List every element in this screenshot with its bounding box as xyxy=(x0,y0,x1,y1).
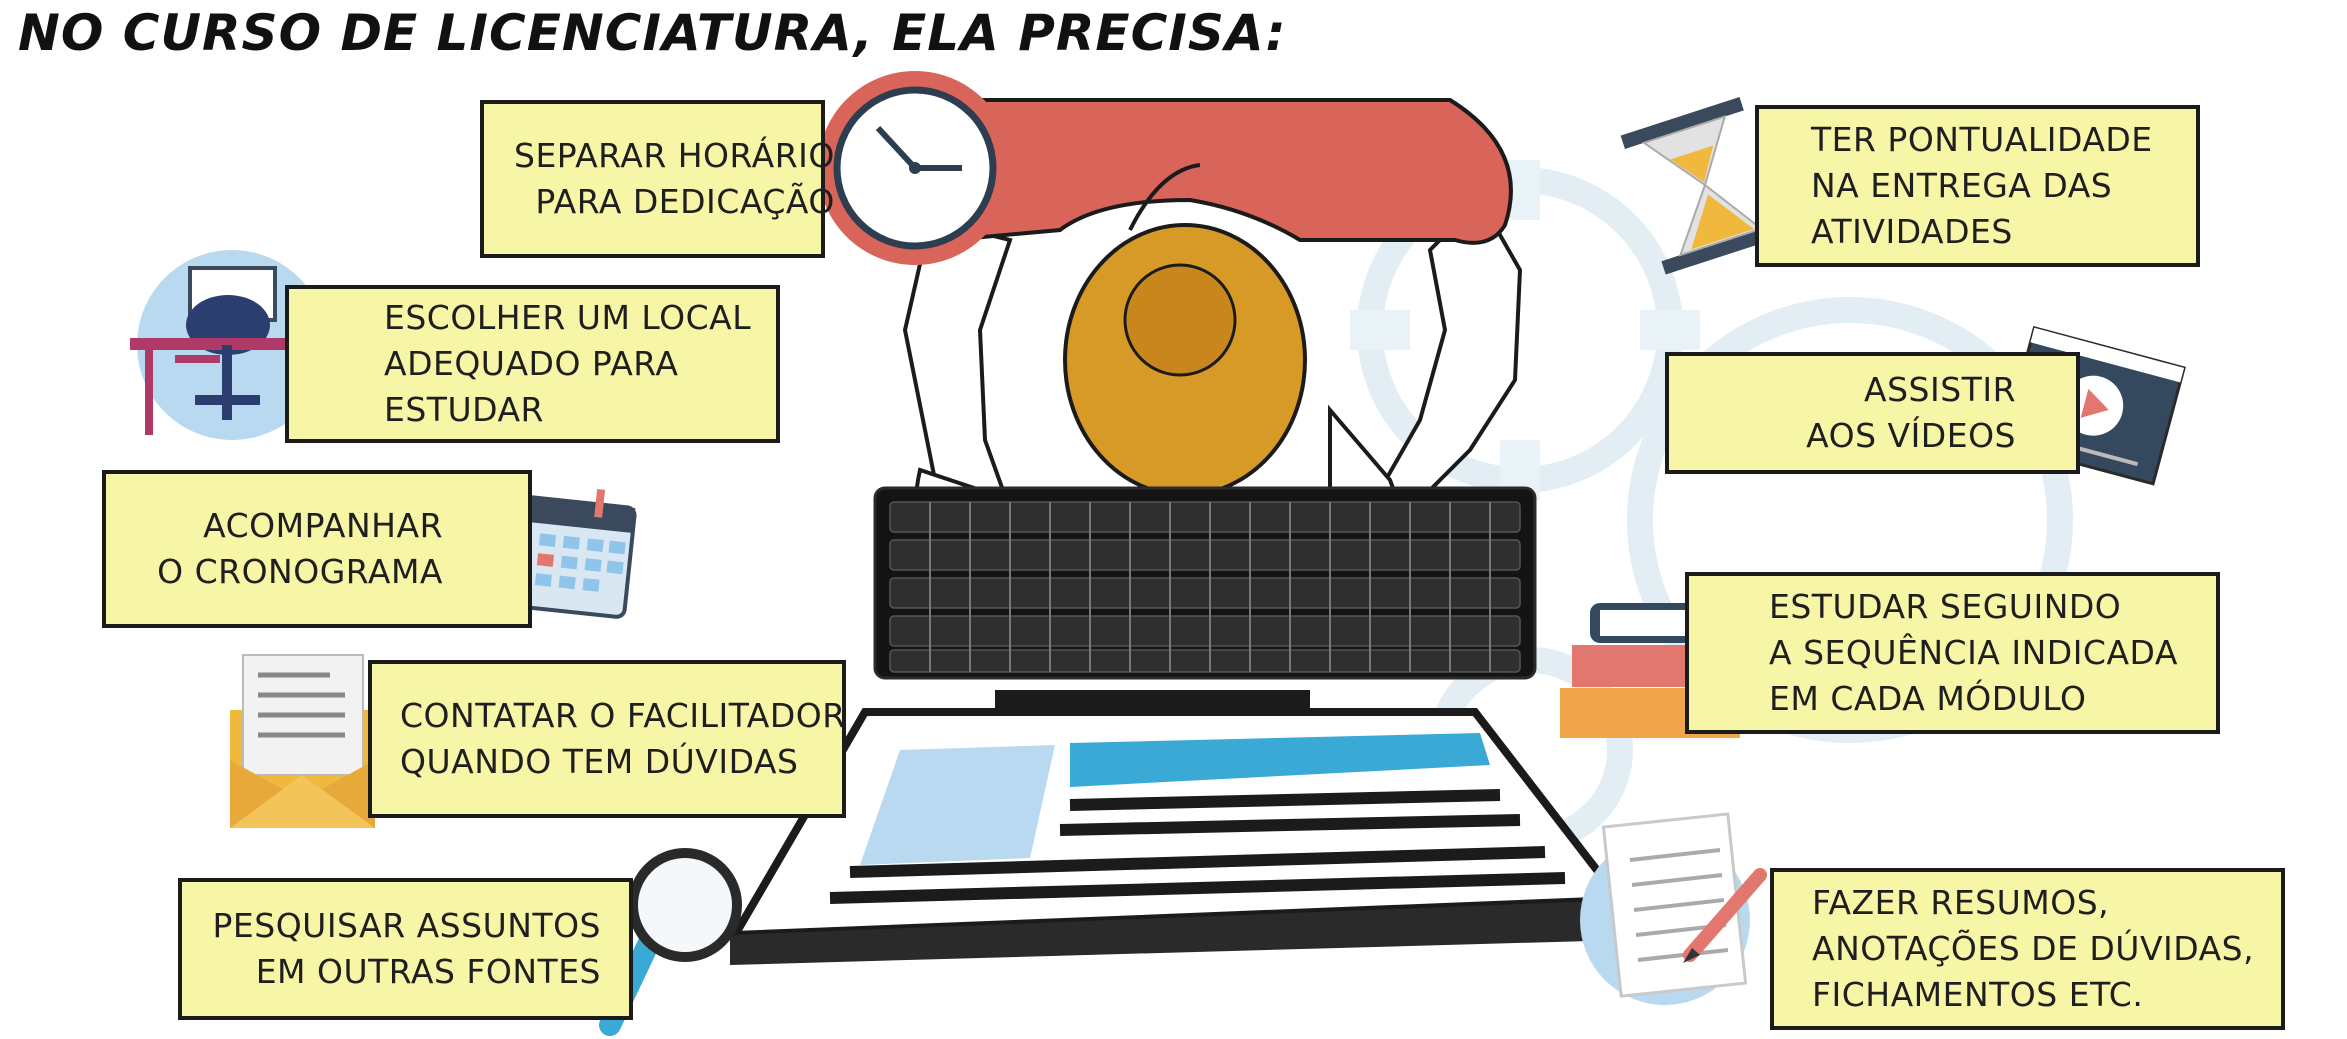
card-text: CONTATAR O FACILITADOR QUANDO TEM DÚVIDAS xyxy=(400,696,846,781)
notepad-icon xyxy=(1580,814,1760,1005)
card-acompanhar-cronograma xyxy=(102,470,532,628)
card-contatar-facilitador xyxy=(368,660,846,818)
card-text: ESCOLHER UM LOCAL ADEQUADO PARA ESTUDAR xyxy=(384,298,752,429)
card-text: TER PONTUALIDADE NA ENTREGA DAS ATIVIDADES xyxy=(1811,120,2153,251)
card-estudar-sequencia xyxy=(1685,572,2220,734)
card-text: SEPARAR HORÁRIO PARA DEDICAÇÃO xyxy=(514,136,835,221)
laptop-icon xyxy=(730,690,1625,965)
card-escolher-local xyxy=(285,285,780,443)
card-text: PESQUISAR ASSUNTOS EM OUTRAS FONTES xyxy=(212,906,601,991)
card-assistir-videos xyxy=(1665,352,2080,474)
card-separar-horario xyxy=(480,100,835,258)
keyboard-icon xyxy=(875,488,1535,678)
hair-bun xyxy=(1125,265,1235,375)
card-pesquisar-assuntos xyxy=(178,878,633,1020)
card-ter-pontualidade xyxy=(1755,105,2200,267)
card-text: ESTUDAR SEGUINDO A SEQUÊNCIA INDICADA EM CADA MÓDULO xyxy=(1769,587,2178,718)
envelope-icon xyxy=(230,655,375,828)
card-text: FAZER RESUMOS, ANOTAÇÕES DE DÚVIDAS, FICHAMENTOS ETC. xyxy=(1812,883,2255,1014)
card-text: ACOMPANHAR O CRONOGRAMA xyxy=(157,506,443,591)
page-title: NO CURSO DE LICENCIATURA, ELA PRECISA: xyxy=(18,4,1287,62)
clock-icon xyxy=(818,71,1012,265)
card-fazer-resumos xyxy=(1770,868,2285,1030)
card-text: ASSISTIR AOS VÍDEOS xyxy=(1806,370,2016,455)
